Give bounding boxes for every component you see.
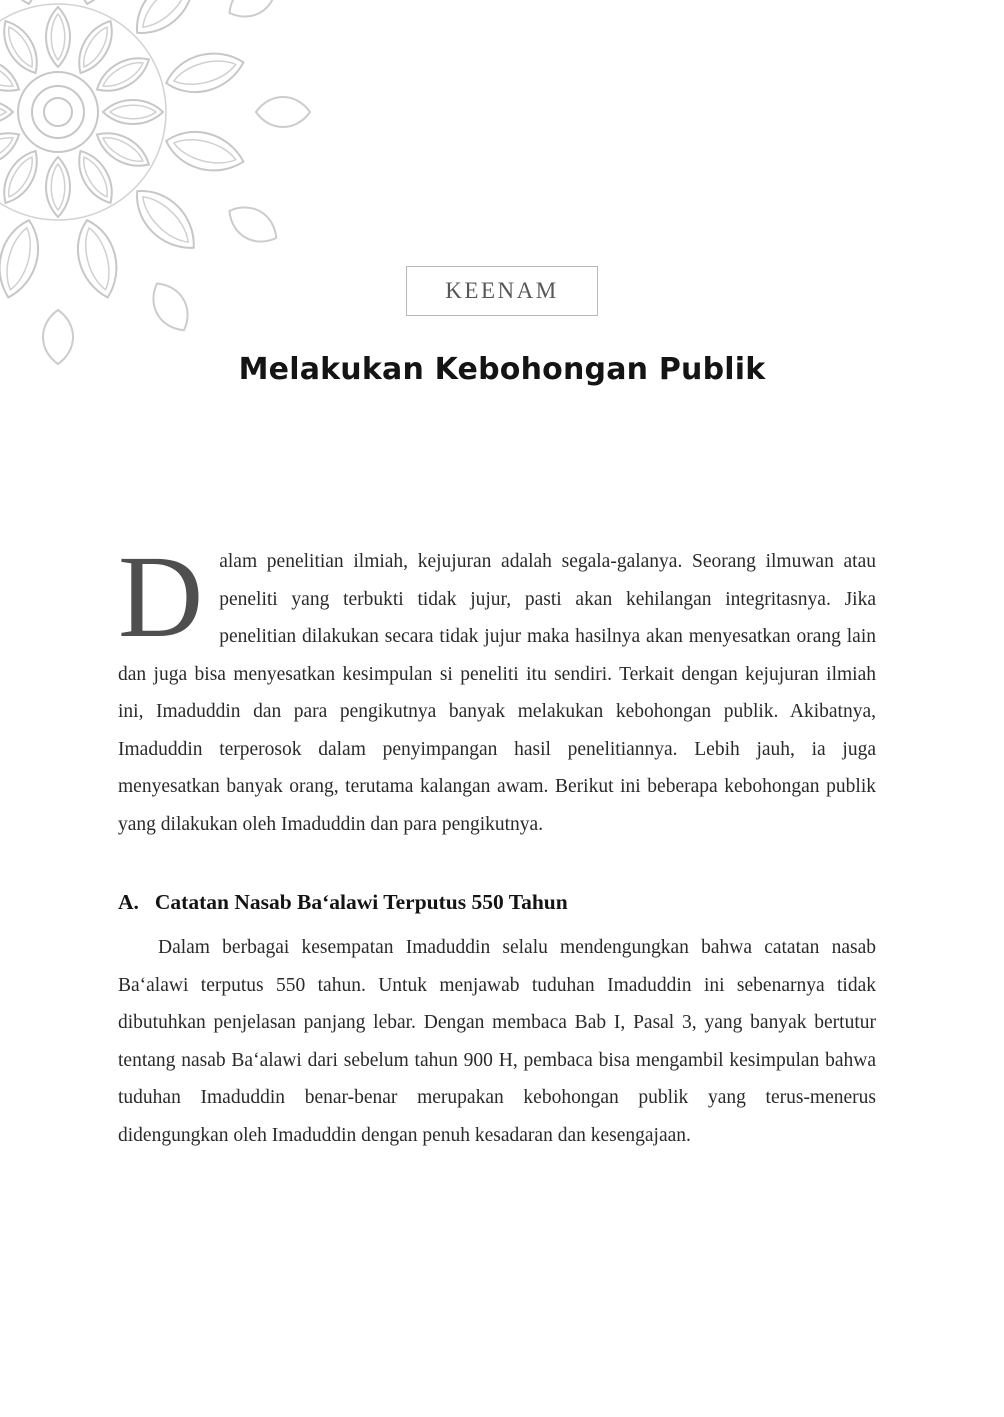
section-a-number: A.: [118, 890, 139, 914]
drop-cap: D: [118, 531, 204, 662]
paragraph-2: Dalam berbagai kesempatan Imaduddin selalu mendengungkan bahwa catatan nasab Ba‘alawi terputus 550 tahun. Untuk menjawab tuduhan Imaduddin ini sebenarnya tidak dibutuhkan penjelasan panjang lebar. Dengan membaca Bab I, Pasal 3, yang banyak bertutur tentang nasab Ba‘alawi dari sebelum tahun 900 H, pembaca bisa mengambil kesimpulan bahwa tuduhan Imaduddin benar-benar merupakan kebohongan publik yang terus-menerus didengungkan oleh Imaduddin dengan penuh kesadaran dan kesengajaan.: [118, 937, 876, 1146]
section-a-heading: [118, 890, 876, 915]
section-a-title: Catatan Nasab Ba‘alawi Terputus 550 Tahun: [154, 890, 568, 914]
paragraph-1-text: alam penelitian ilmiah, kejujuran adalah segala-galanya. Seorang ilmuwan atau peneliti yang terbukti tidak jujur, pasti akan kehilangan integritasnya. Jika penelitian dilakukan secara tidak jujur maka hasilnya akan menyesatkan orang lain dan juga bisa menyesatkan kesimpulan si peneliti itu sendiri. Terkait dengan kejujuran ilmiah ini, Imaduddin dan para pengikutnya banyak melakukan kebohongan publik. Akibatnya, Imaduddin terperosok dalam penyimpangan hasil penelitiannya. Lebih jauh, ia juga menyesatkan banyak orang, terutama kalangan awam. Berikut ini beberapa kebohongan publik yang dilakukan oleh Imaduddin dan para pengikutnya.: [118, 551, 876, 835]
chapter-box: [406, 266, 597, 316]
paragraph-1: [118, 531, 876, 843]
body-content: [118, 531, 876, 1154]
chapter-label: KEENAM: [445, 278, 559, 303]
page-title: Melakukan Kebohongan Publik: [238, 352, 766, 387]
mandala-ornament: [0, 0, 340, 370]
